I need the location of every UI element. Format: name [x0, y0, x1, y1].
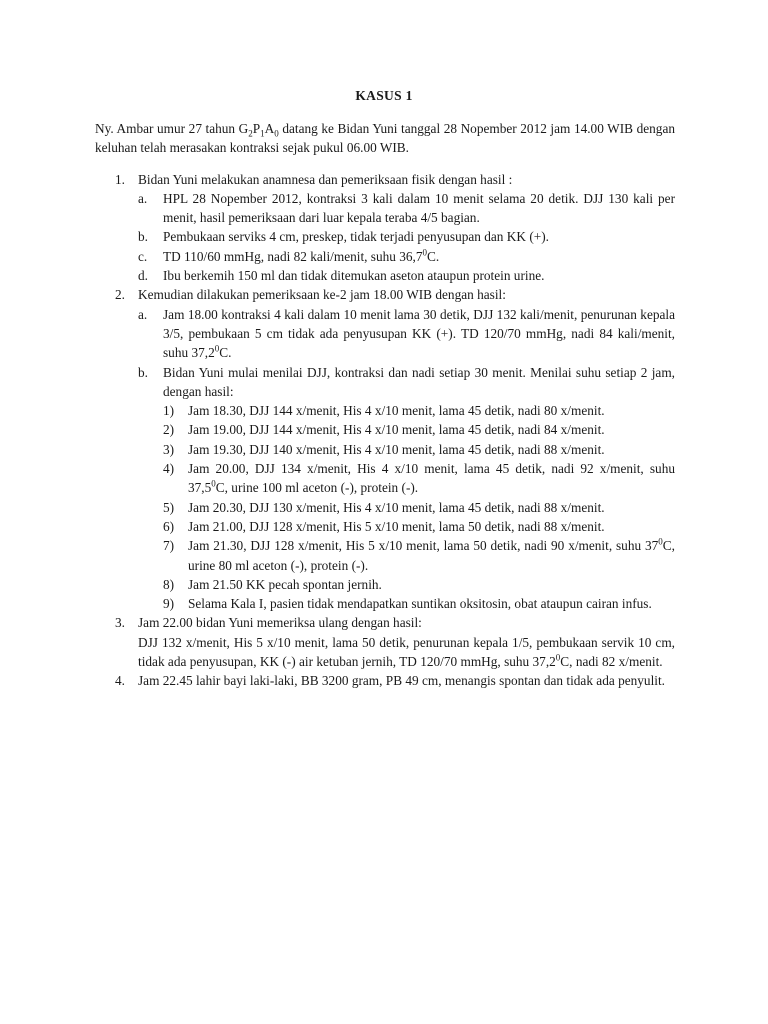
observation-item-5 [163, 498, 675, 517]
observation-number: 8) [163, 576, 175, 592]
list-number: 4. [115, 673, 125, 689]
observation-number: 4) [163, 461, 175, 477]
intro-text-2: datang ke Bidan Yuni tanggal 28 Nopember 2012 jam 14.00 WIB dengan keluhan telah merasakan kontraksi sejak pukul 06.00 WIB. [95, 121, 675, 156]
list-item-continuation: DJJ 132 x/menit, His 5 x/10 menit, lama 50 detik, penurunan kepala 1/5, pembukaan servik 10 cm, tidak ada penyusupan, KK (-) air ketuban jernih, TD 120/70 mmHg, suhu 37,2 [138, 634, 675, 670]
observation-item-6 [163, 517, 675, 536]
sublist-item-2b [138, 363, 675, 614]
observation-text-end: C, urine 80 ml aceton (-), protein (-). [188, 538, 675, 573]
observation-item-1 [163, 401, 675, 420]
observation-number: 6) [163, 518, 175, 534]
sublist-item-1c [138, 247, 675, 266]
intro-a: A [264, 121, 275, 136]
sublist-letter: d. [138, 268, 148, 284]
sublist-2 [138, 305, 675, 614]
sublist-letter: c. [138, 248, 148, 264]
observation-item-7 [163, 536, 675, 575]
observation-text: Selama Kala I, pasien tidak mendapatkan suntikan oksitosin, obat ataupun cairan infus. [188, 596, 652, 612]
observation-text: Jam 18.30, DJJ 144 x/menit, His 4 x/10 menit, lama 45 detik, nadi 80 x/menit. [188, 403, 605, 419]
observation-text-end: C, urine 100 ml aceton (-), protein (-). [215, 480, 419, 496]
sublist-1 [138, 189, 675, 285]
observation-text: Jam 19.30, DJJ 140 x/menit, His 4 x/10 menit, lama 45 detik, nadi 88 x/menit. [188, 441, 605, 457]
sublist-text: Pembukaan serviks 4 cm, preskep, tidak terjadi penyusupan dan KK (+). [163, 229, 549, 245]
intro-a-sub: 0 [274, 128, 279, 139]
list-item-text: Kemudian dilakukan pemeriksaan ke-2 jam 18.00 WIB dengan hasil: [138, 287, 506, 303]
sublist-letter: b. [138, 229, 148, 245]
observation-number: 7) [163, 538, 175, 554]
sublist-item-1b [138, 227, 675, 246]
observation-item-9 [163, 594, 675, 613]
sublist-text: Ibu berkemih 150 ml dan tidak ditemukan aseton ataupun protein urine. [163, 268, 545, 284]
sublist-letter: a. [138, 306, 148, 322]
sublist-letter: b. [138, 364, 148, 380]
observation-text: Jam 21.50 KK pecah spontan jernih. [188, 576, 382, 592]
sublist-item-2a [138, 305, 675, 363]
observation-item-4 [163, 459, 675, 498]
list-item-1 [95, 170, 675, 286]
sublist-text: Bidan Yuni mulai menilai DJJ, kontraksi dan nadi setiap 30 menit. Menilai suhu setiap 2 jam, dengan hasil: [163, 364, 675, 399]
degree-superscript: 0 [555, 652, 561, 663]
observation-number: 2) [163, 422, 175, 438]
sublist-text: HPL 28 Nopember 2012, kontraksi 3 kali dalam 10 menit selama 20 detik. DJJ 130 kali per menit, hasil pemeriksaan dari luar kepala teraba 4/5 bagian. [163, 190, 675, 226]
observation-item-2 [163, 420, 675, 439]
list-item-text: Bidan Yuni melakukan anamnesa dan pemeriksaan fisik dengan hasil : [138, 171, 513, 187]
list-item-continuation-end: C, nadi 82 x/menit. [560, 654, 663, 670]
sublist-item-1d [138, 266, 675, 285]
sublist-text: Jam 18.00 kontraksi 4 kali dalam 10 menit lama 30 detik, DJJ 132 kali/menit, penurunan kepala 3/5, pembukaan 5 cm tidak ada penyusupan KK (+). TD 120/70 mmHg, nadi 84 kali/menit, suhu 37,2 [163, 306, 675, 361]
list-number: 3. [115, 615, 125, 631]
intro-g-sub: 2 [248, 128, 253, 139]
observation-text: Jam 20.00, DJJ 134 x/menit, His 4 x/10 menit, lama 45 detik, nadi 92 x/menit, suhu 37,5 [188, 461, 675, 496]
observation-number: 9) [163, 596, 175, 612]
intro-paragraph [95, 119, 675, 158]
sublist-text-end: C. [427, 248, 440, 264]
degree-superscript: 0 [658, 536, 663, 547]
degree-superscript: 0 [214, 343, 220, 354]
sublist-text-end: C. [219, 345, 232, 361]
list-item-3 [95, 613, 675, 671]
observation-text: Jam 19.00, DJJ 144 x/menit, His 4 x/10 menit, lama 45 detik, nadi 84 x/menit. [188, 422, 605, 438]
page-title: KASUS 1 [355, 88, 413, 103]
observation-item-8 [163, 575, 675, 594]
sublist-letter: a. [138, 190, 148, 206]
sublist-text: TD 110/60 mmHg, nadi 82 kali/menit, suhu 36,7 [163, 248, 423, 264]
observation-number: 1) [163, 403, 175, 419]
intro-text-1: Ny. Ambar umur 27 tahun G [95, 121, 249, 136]
observation-number: 5) [163, 499, 175, 515]
list-number: 2. [115, 287, 125, 303]
list-item-4 [95, 671, 675, 690]
case-list [95, 170, 675, 691]
degree-superscript: 0 [422, 247, 428, 258]
list-item-text: Jam 22.45 lahir bayi laki-laki, BB 3200 gram, PB 49 cm, menangis spontan dan tidak ada penyulit. [138, 673, 665, 689]
sublist-item-1a [138, 189, 675, 228]
document-body [95, 119, 675, 691]
observation-text: Jam 21.00, DJJ 128 x/menit, His 5 x/10 menit, lama 50 detik, nadi 88 x/menit. [188, 518, 605, 534]
intro-p-sub: 1 [260, 128, 265, 139]
observation-list [163, 401, 675, 613]
intro-p: P [252, 121, 261, 136]
observation-text: Jam 21.30, DJJ 128 x/menit, His 5 x/10 menit, lama 50 detik, nadi 90 x/menit, suhu 37 [188, 538, 659, 554]
list-number: 1. [115, 171, 125, 187]
list-item-2 [95, 285, 675, 613]
observation-number: 3) [163, 441, 175, 457]
observation-text: Jam 20.30, DJJ 130 x/menit, His 4 x/10 menit, lama 45 detik, nadi 88 x/menit. [188, 499, 605, 515]
degree-superscript: 0 [211, 478, 216, 489]
list-item-text: Jam 22.00 bidan Yuni memeriksa ulang dengan hasil: [138, 615, 422, 631]
observation-item-3 [163, 440, 675, 459]
